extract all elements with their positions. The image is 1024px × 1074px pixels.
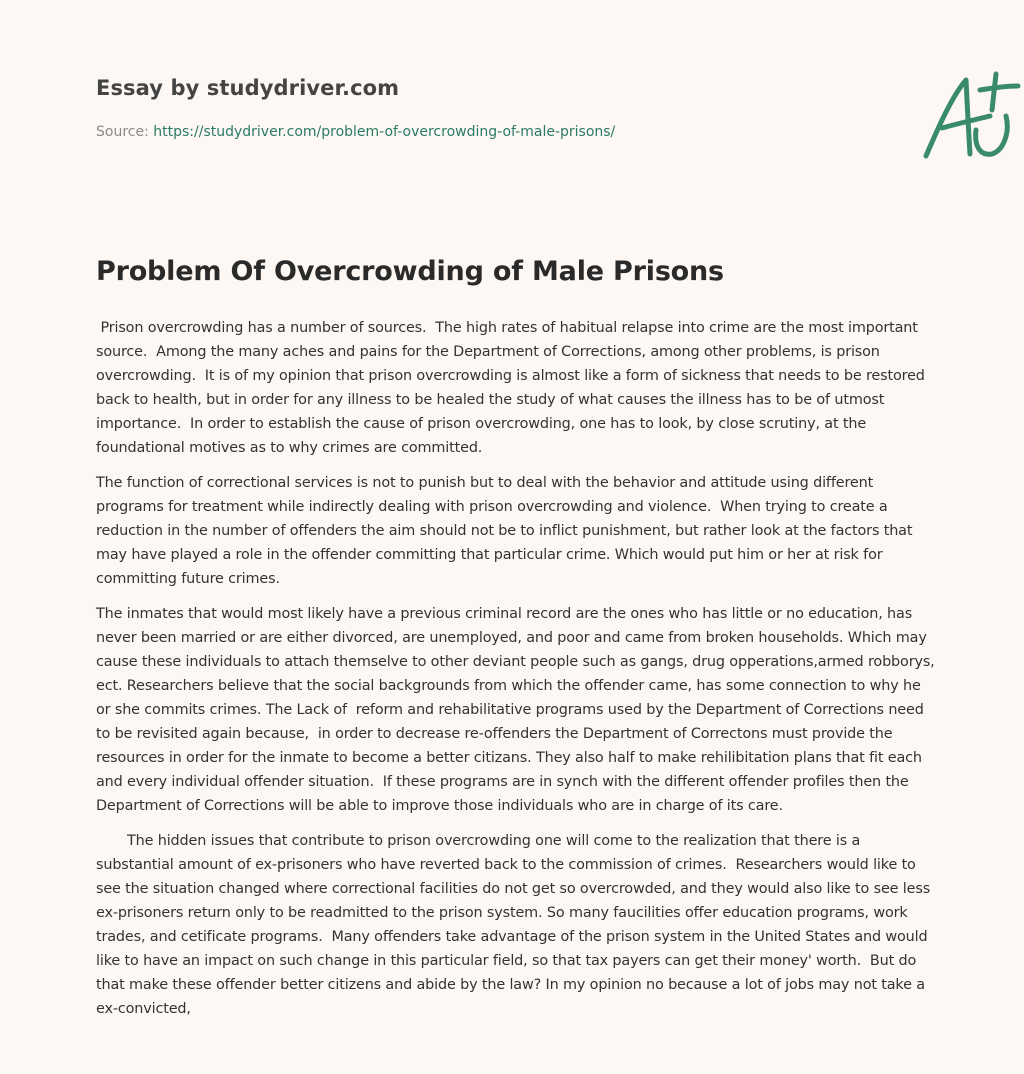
- source-label: Source:: [96, 124, 154, 140]
- source-line: [96, 124, 615, 140]
- site-title: Essay by studydriver.com: [96, 76, 400, 100]
- essay-paragraph: Prison overcrowding has a number of sources. The high rates of habitual relapse into crime are the most important source. Among the many aches and pains for the Department of Corrections, among other problems, is prison overcrowding. It is of my opinion that prison overcrowding is almost like a form of sickness that needs to be restored back to health, but in order for any illness to be healed the study of what causes the illness has to be of utmost importance. In order to establish the cause of prison overcrowding, one has to look, by close scrutiny, at the foundational motives as to why crimes are committed.: [96, 320, 930, 456]
- source-link[interactable]: https://studydriver.com/problem-of-overcrowding-of-male-prisons/: [153, 124, 616, 140]
- essay-paragraph: The inmates that would most likely have a previous criminal record are the ones who has little or no education, has never been married or are either divorced, are unemployed, and poor and came from broken households. Which may cause these individuals to attach themselve to other deviant people such as gangs, drug opperations,armed robborys, ect. Researchers believe that the social backgrounds from which the offender came, has some connection to why he or she commits crimes. The Lack of reform and rehabilitative programs used by the Department of Corrections need to be revisited again because, in order to decrease re-offenders the Department of Correctons must provide the resources in order for the inmate to become a better citizans. They also half to make rehilibitation plans that fit each and every individual offender situation. If these programs are in synch with the different offender profiles then the Department of Corrections will be able to improve those individuals who are in charge of its care.: [96, 606, 940, 814]
- essay-title: Problem Of Overcrowding of Male Prisons: [96, 256, 724, 287]
- essay-paragraph: The hidden issues that contribute to prison overcrowding one will come to the realization that there is a substantial amount of ex-prisoners who have reverted back to the commission of crimes. Researchers would like to see the situation changed where correctional facilities do not get so overcrowded, and they would also like to see less ex-prisoners return only to be readmitted to the prison system. So many faucilities offer education programs, work trades, and cetificate programs. Many offenders take advantage of the prison system in the United States and would like to have an impact on such change in this particular field, so that tax payers can get their money' worth. But do that make these offender better citizens and abide by the law? In my opinion no because a lot of jobs may not take a ex-convicted,: [96, 833, 935, 1017]
- a-plus-logo-icon: [922, 70, 1022, 162]
- essay-paragraph: The function of correctional services is not to punish but to deal with the behavior and attitude using different programs for treatment while indirectly dealing with prison overcrowding and violence. When trying to create a reduction in the number of offenders the aim should not be to inflict punishment, but rather look at the factors that may have played a role in the offender committing that particular crime. Which would put him or her at risk for committing future crimes.: [96, 475, 917, 587]
- essay-body: [96, 316, 940, 1032]
